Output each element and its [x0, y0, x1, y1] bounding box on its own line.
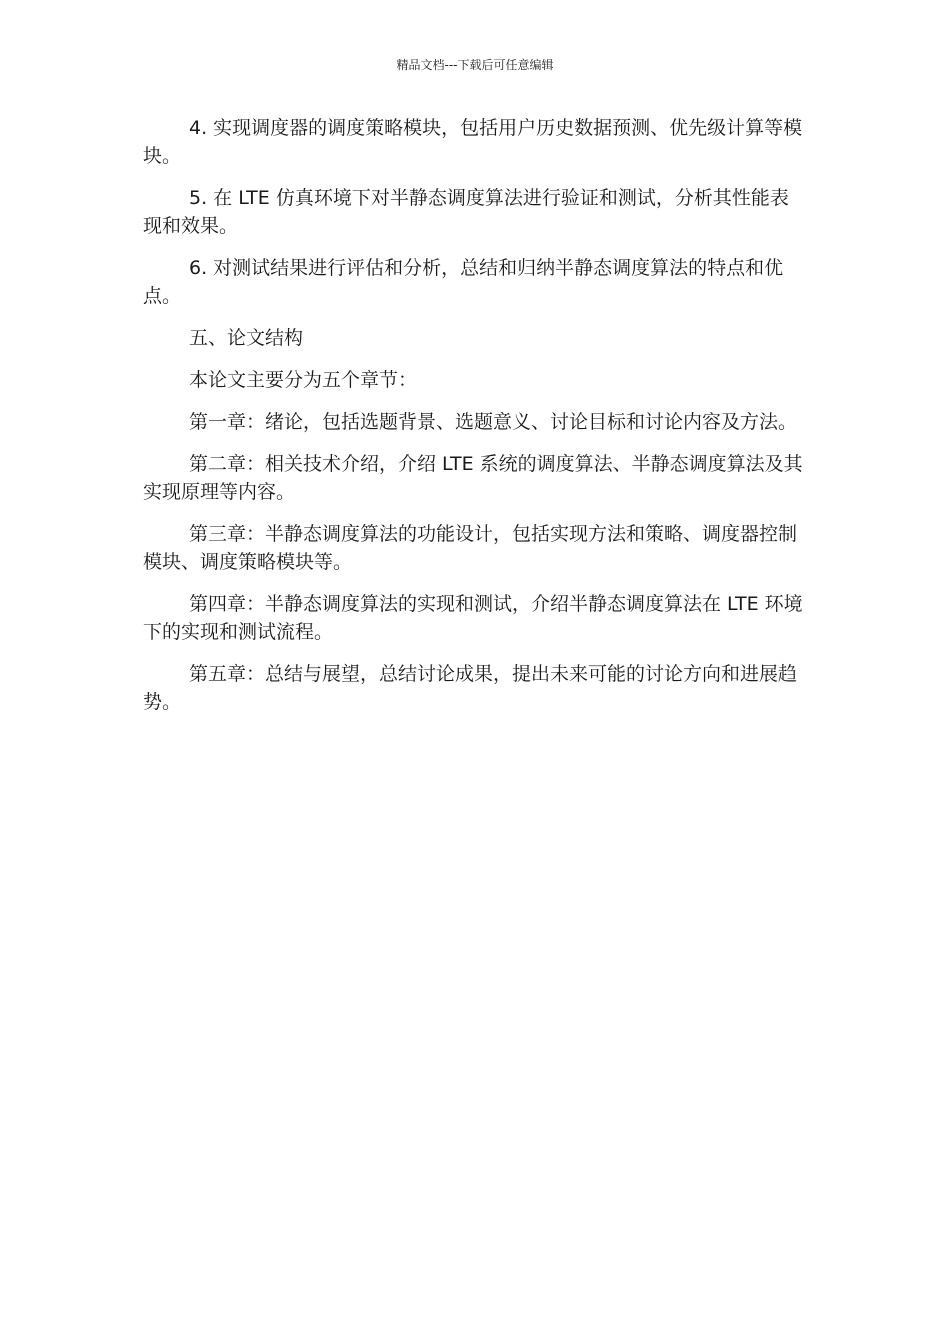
- paragraph-chapter-3: 第三章：半静态调度算法的功能设计，包括实现方法和策略、调度器控制模块、调度策略模块等。: [143, 523, 798, 573]
- document-body: [143, 114, 807, 730]
- paragraph-chapter-5: 第五章：总结与展望，总结讨论成果，提出未来可能的讨论方向和进展趋势。: [143, 663, 798, 713]
- paragraph-chapter-4: 第四章：半静态调度算法的实现和测试，介绍半静态调度算法在 LTE 环境下的实现和测试流程。: [143, 593, 803, 643]
- paragraph-chapter-1: 第一章：绪论，包括选题背景、选题意义、讨论目标和讨论内容及方法。: [189, 411, 798, 433]
- section-heading-thesis-structure: 五、论文结构: [189, 327, 304, 349]
- paragraph-item-6: 6. 对测试结果进行评估和分析，总结和归纳半静态调度算法的特点和优点。: [143, 257, 784, 307]
- paragraph-item-5: 5. 在 LTE 仿真环境下对半静态调度算法进行验证和测试，分析其性能表现和效果。: [143, 187, 789, 237]
- paragraph-item-4: 4. 实现调度器的调度策略模块，包括用户历史数据预测、优先级计算等模块。: [143, 117, 803, 167]
- page-header: 精品文档---下载后可任意编辑: [396, 58, 554, 72]
- paragraph-chapter-2: 第二章：相关技术介绍，介绍 LTE 系统的调度算法、半静态调度算法及其实现原理等内容。: [143, 453, 803, 503]
- paragraph-structure-intro: 本论文主要分为五个章节：: [189, 369, 418, 391]
